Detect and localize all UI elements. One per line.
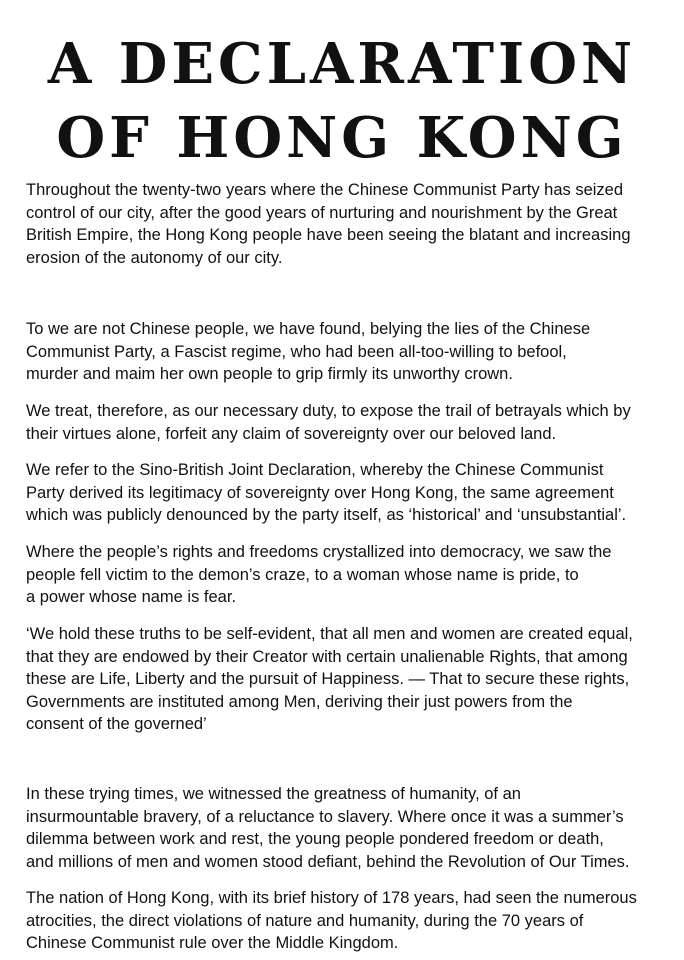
text-line: British Empire, the Hong Kong people have been seeing the blatant and increasing xyxy=(26,226,631,244)
text-line: Party derived its legitimacy of sovereignty over Hong Kong, the same agreement xyxy=(26,483,614,502)
text-line: Governments are instituted among Men, deriving their just powers from the xyxy=(26,692,573,711)
text-line: which was publicly denounced by the party itself, as ‘historical’ and ‘unsubstantial’. xyxy=(26,506,627,524)
paragraph-5 xyxy=(26,541,666,609)
text-line: that they are endowed by their Creator with certain unalienable Rights, that among xyxy=(26,647,628,666)
text-line: a power whose name is fear. xyxy=(26,588,237,606)
paragraph-7 xyxy=(26,783,666,873)
text-line: Throughout the twenty-two years where the Chinese Communist Party has seized xyxy=(26,181,624,199)
text-line: people fell victim to the demon’s craze, to a woman whose name is pride, to xyxy=(26,565,579,584)
text-line: Chinese Communist rule over the Middle Kingdom. xyxy=(26,934,399,952)
paragraph-2 xyxy=(26,318,666,386)
text-line: control of our city, after the good years of nurturing and nourishment by the Great xyxy=(26,203,618,222)
title-line-1: A DECLARATION xyxy=(47,31,637,97)
text-line: erosion of the autonomy of our city. xyxy=(26,248,283,267)
paragraph-4 xyxy=(26,459,666,527)
text-line: Where the people’s rights and freedoms crystallized into democracy, we saw the xyxy=(26,543,612,561)
text-line: and millions of men and women stood defiant, behind the Revolution of Our Times. xyxy=(26,852,630,871)
text-line: their virtues alone, forfeit any claim of sovereignty over our beloved land. xyxy=(26,424,557,443)
paragraph-6-quote xyxy=(26,623,666,736)
text-line: The nation of Hong Kong, with its brief history of 178 years, had seen the numerous xyxy=(26,889,637,907)
text-line: To we are not Chinese people, we have found, belying the lies of the Chinese xyxy=(26,320,591,338)
paragraph-3 xyxy=(26,400,666,445)
text-line: dilemma between work and rest, the young people pondered freedom or death, xyxy=(26,830,604,848)
text-line: atrocities, the direct violations of nature and humanity, during the 70 years of xyxy=(26,911,584,930)
paragraph-8 xyxy=(26,887,666,955)
title-line-2: OF HONG KONG xyxy=(56,105,628,171)
text-line: insurmountable bravery, of a reluctance to slavery. Where once it was a summer’s xyxy=(26,807,624,826)
text-line: consent of the governed’ xyxy=(26,715,207,733)
text-line: ‘We hold these truths to be self-evident, that all men and women are created equal, xyxy=(26,625,633,643)
text-line: We treat, therefore, as our necessary duty, to expose the trail of betrayals which by xyxy=(26,402,631,420)
text-line: Communist Party, a Fascist regime, who had been all-too-willing to befool, xyxy=(26,342,567,361)
text-line: In these trying times, we witnessed the greatness of humanity, of an xyxy=(26,785,521,803)
paragraph-1 xyxy=(26,179,666,269)
text-line: these are Life, Liberty and the pursuit of Happiness. — That to secure these rights, xyxy=(26,670,630,688)
text-line: We refer to the Sino-British Joint Declaration, whereby the Chinese Communist xyxy=(26,461,604,479)
text-line: murder and maim her own people to grip firmly its unworthy crown. xyxy=(26,365,513,383)
